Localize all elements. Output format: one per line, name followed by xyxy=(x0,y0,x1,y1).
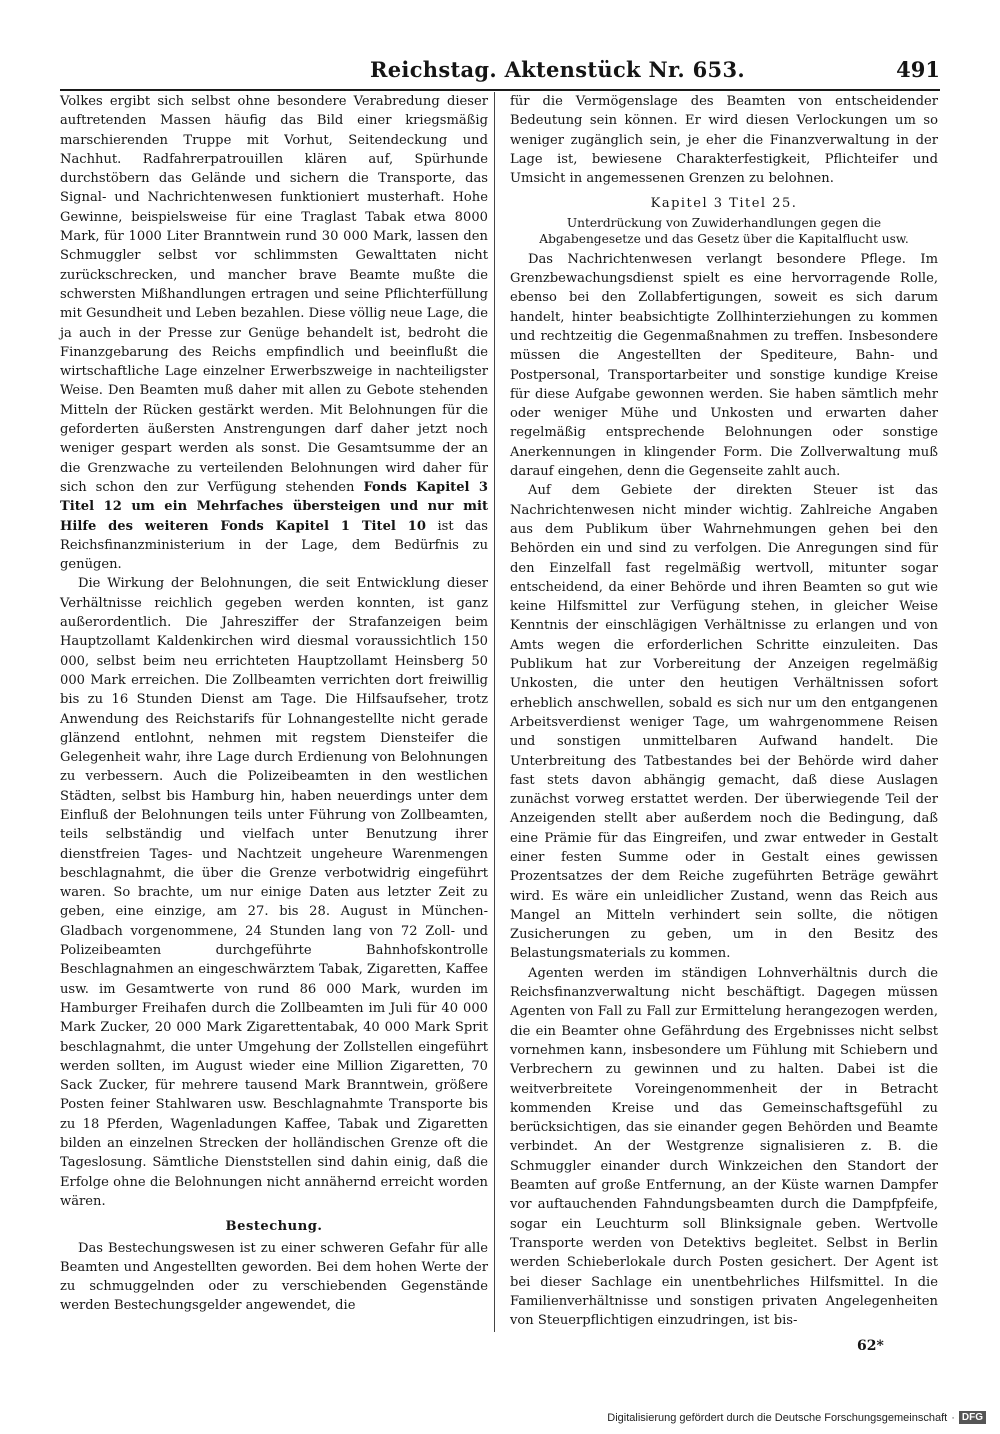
chapter-subtitle: Unterdrückung von Zuwiderhandlungen gegen die Abgabengesetze und das Gesetz über die Kapitalflucht usw. xyxy=(539,215,909,246)
page-number: 491 xyxy=(896,57,940,82)
section-heading: Bestechung. xyxy=(225,1219,323,1235)
separator-dot: · xyxy=(951,1411,955,1424)
paragraph-text: ist das Reichsfinanzministerium in der Lage, dem Bedürfnis zu genügen. xyxy=(60,518,488,573)
paragraph: Die Wirkung der Belohnungen, die seit Entwicklung dieser Verhältnisse reichlich gegeben werden konnten, ist ganz außerordentlich. Die Jahresziffer der Strafanzeigen beim Hauptzollamt Kaldenkirchen wird diesmal voraussichtlich 150 000, selbst beim neu errichteten Hauptzollamt Heinsberg 50 000 Mark erreichen. Die Zollbeamten verrichten dort freiwillig bis zu 16 Stunden Dienst am Tage. Die Hilfsaufseher, trotz Anwendung des Reichstarifs für Lohnangestellte nicht gerade glänzend entlohnt, nehmen mit regstem Diensteifer die Gelegenheit wahr, ihre Lage durch Erdienung von Belohnungen zu verbessern. Auch die Polizeibeamten in den westlichen Städten, selbst bis Hamburg hin, haben neuerdings unter dem Einfluß der Belohnungen teils unter Führung von Zollbeamten, teils selbständig und vielfach unter Benutzung ihrer dienstfreien Tages- und Nachtzeit ungeheure Warenmengen beschlagnahmt, die über die Grenze verbotwidrig eingeführt waren. So brachte, um nur einige Daten aus letzter Zeit zu geben, eine einzige, am 27. bis 28. August in München-Gladbach vorgenommene, 24 Stunden lang von 72 Zoll- und Polizeibeamten durchgeführte Bahnhofskontrolle Beschlagnahmen an eingeschwärztem Tabak, Zigaretten, Kaffee usw. im Gesamtwerte von rund 86 000 Mark, wurden im Hamburger Freihafen durch die Zollbeamten im Juli für 40 000 Mark Zucker, 20 000 Mark Zigarettentabak, 40 000 Mark Sprit beschlagnahmt, die unter Umgehung der Zollstellen eingeführt werden sollten, im August wieder eine Million Zigaretten, 70 Sack Zucker, für mehrere tausend Mark Branntwein, größere Posten feiner Stahlwaren usw. Beschlagnahmte Transporte bis zu 18 Pferden, Wagenladungen Kaffee, Tabak und Zigaretten bilden an einzelnen Strecken der holländischen Grenze oft die Tageslosung. Sämtliche Dienststellen sind dahin einig, daß die Erfolge ohne die Belohnungen nicht annähernd erreicht worden wären. xyxy=(60,576,488,1209)
paragraph: Agenten werden im ständigen Lohnverhältnis durch die Reichsfinanzverwaltung nicht beschäftigt. Dagegen müssen Agenten von Fall zu Fall zur Ermittelung herangezogen werden, die ein Beamter ohne Gefährdung des Ergebnisses nicht selbst vornehmen kann, insbesondere um Fühlung mit Schiebern und Verbrechern zu gewinnen und zu halten. Dabei ist die weitverbreitete Voreingenommenheit der in Betracht kommenden Kreise und das Gemeinschaftsgefühl zu berücksichtigen, das sie einander gegen Behörden und Beamte verbindet. An der Westgrenze signalisieren z. B. die Schmuggler einander durch Winkzeichen den Standort der Beamten auf große Entfernung, an der Küste warnen Dampfer vor auftauchenden Fahndungsbeamten durch die Dampfpfeife, sogar ein Leuchturm soll Blinksignale geben. Wertvolle Transporte werden von Detektivs begleitet. Selbst in Berlin werden Schieberlokale durch Posten gesichert. Der Agent ist bei dieser Sachlage ein unentbehrliches Hilfsmittel. In die Familienverhältnisse und sonstigen privaten Angelegenheiten von Steuerpflichtigen einzudringen, ist bis- xyxy=(510,965,938,1329)
paragraph-text: Volkes ergibt sich selbst ohne besondere Verabredung dieser auftretenden Massen häufig das Bild einer kriegsmäßig marschierenden Truppe mit Vorhut, Seitendeckung und Nachhut. Radfahrerpatrouillen klären auf, Spürhunde durchstöbern das Gelände und sichern die Transporte, das Signal- und Nachrichtenwesen funktioniert musterhaft. Hohe Gewinne, beispielsweise für eine Traglast Tabak etwa 8000 Mark, für 1000 Liter Branntwein rund 30 000 Mark, lassen den Schmuggler selbst vor schlimmsten Gewalttaten nicht zurückschrecken, und mancher brave Beamte mußte die schwersten Mißhandlungen ertragen und seine Pflichterfüllung mit Gesundheit und Leben bezahlen. Diese völlig neue Lage, die ja auch in der Presse zur Genüge behandelt ist, bedroht die Finanzgebarung des Reichs empfindlich und beeinflußt die wirtschaftliche Lage einzelner Erwerbszweige in nachteiligster Weise. Den Beamten muß daher mit allen zu Gebote stehenden Mitteln der Rücken gestärkt werden. Mit Belohnungen für die geforderten äußersten Anstrengungen darf daher jetzt noch weniger gespart werden als sonst. Die Gesamtsumme der an die Grenzwache zu verteilenden Belohnungen wird daher für sich schon den zur Verfügung stehenden xyxy=(60,94,488,495)
footer xyxy=(607,1411,986,1424)
footer-text: Digitalisierung gefördert durch die Deutsche Forschungsgemeinschaft xyxy=(607,1411,948,1424)
paragraph: Das Bestechungswesen ist zu einer schweren Gefahr für alle Beamten und Angestellten geworden. Bei dem hohen Werte der zu schmuggelnden oder zu verschiebenden Gegenstände werden Bestechungsgelder angewendet, die xyxy=(60,1240,488,1314)
signature-mark: 62* xyxy=(857,1338,884,1354)
dfg-logo-icon: DFG xyxy=(959,1411,986,1424)
page-header xyxy=(60,55,940,91)
left-column xyxy=(60,92,488,1342)
paragraph: für die Vermögenslage des Beamten von entscheidender Bedeutung sein können. Er wird diesen Verlockungen um so weniger zugänglich sein, je eher die Finanzverwaltung in der Lage ist, bewiesene Charakterfestigkeit, Pflichteifer und Umsicht in angemessenen Grenzen zu belohnen. xyxy=(510,94,938,187)
paragraph xyxy=(60,92,488,574)
header-title: Reichstag. Aktenstück Nr. 653. xyxy=(370,57,745,82)
right-column xyxy=(510,92,938,1342)
paragraph: Das Nachrichtenwesen verlangt besondere Pflege. Im Grenzbewachungsdienst spielt es eine hervorragende Rolle, ebenso bei den Zollabfertigungen, soweit es sich darum handelt, hinter beabsichtigte Zollhinterziehungen zu kommen und rechtzeitig die Gegenmaßnahmen zu treffen. Insbesondere müssen die Angestellten der Spediteure, Bahn- und Postpersonal, Transportarbeiter und sonstige kundige Kreise für diese Aufgabe gewonnen werden. Sie haben sämtlich mehr oder weniger Mühe und Unkosten und erwarten daher regelmäßig entsprechende Belohnungen oder sonstige Anerkennungen in klingender Form. Die Zollverwaltung muß darauf eingehen, denn die Gegenseite zahlt auch. xyxy=(510,251,938,480)
chapter-heading: Kapitel 3 Titel 25. xyxy=(650,196,798,212)
bold-text: Fonds Kapitel 3 Titel 12 um ein Mehrfaches übersteigen und nur mit Hilfe des weiteren Fonds Kapitel 1 Titel 10 xyxy=(60,479,488,534)
column-divider xyxy=(494,92,495,1332)
paragraph: Auf dem Gebiete der direkten Steuer ist das Nachrichtenwesen nicht minder wichtig. Zahlreiche Angaben aus dem Publikum über Wahrnehmungen gehen bei den Behörden ein und sind zu verfolgen. Die Anregungen sind für den Einzelfall fast regelmäßig wertvoll, mitunter sogar entscheidend, da einer Behörde und ihren Beamten so gut wie keine Hilfsmittel zur Verfügung stehen, in gleicher Weise Kenntnis der einschlägigen Verhältnisse zu erlangen und von Amts wegen die erforderlichen Schritte einzuleiten. Das Publikum hat zur Vorbereitung der Anzeigen regelmäßig Unkosten, die unter den heutigen Verhältnissen sofort erheblich anschwellen, sobald es sich nur um den entgangenen Arbeitsverdienst weniger Tage, um wahrgenommene Reisen und sonstigen unmittelbaren Aufwand handelt. Die Unterbreitung des Tatbestandes bei der Behörde wird daher fast stets davon abhängig gemacht, daß diese Auslagen zunächst vorweg erstattet werden. Der überwiegende Teil der Anzeigenden stellt aber außerdem noch die Bedingung, daß eine Prämie für das Eingreifen, und zwar entweder in Gestalt einer festen Summe oder in Gestalt eines gewissen Prozentsatzes der dem Reiche zugeführten Beträge gewährt wird. Es wäre ein unleidlicher Zustand, wenn das Reich aus Mangel an Mitteln verhindert sein sollte, die nötigen Zusicherungen zu geben, um in den Besitz des Belastungsmaterials zu kommen. xyxy=(510,483,938,962)
